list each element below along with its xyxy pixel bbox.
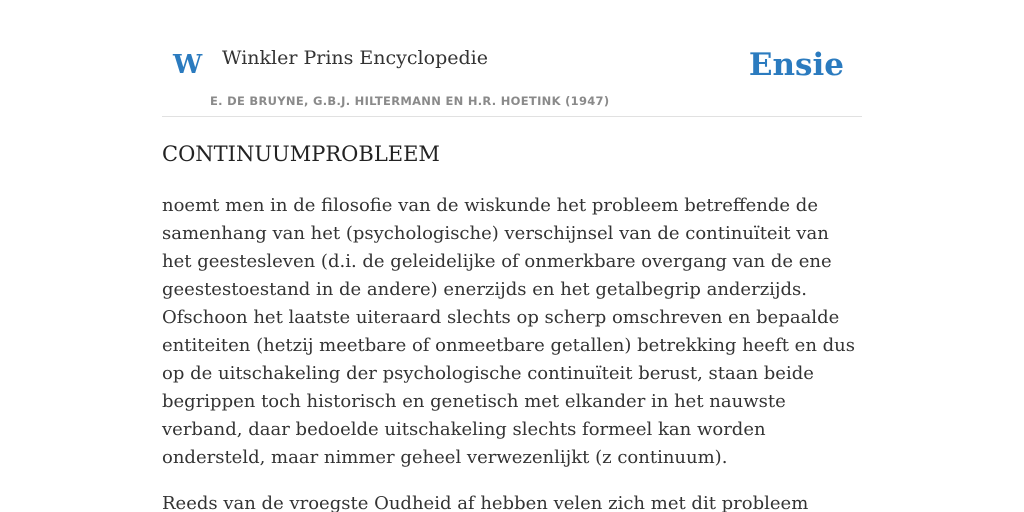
article-body [162, 192, 862, 512]
article-paragraph-2: Reeds van de vroegste Oudheid af hebben velen zich met dit probleem [162, 493, 809, 512]
winkler-prins-logo-icon[interactable]: W [173, 50, 203, 80]
article-title: CONTINUUMPROBLEEM [162, 142, 440, 166]
book-authors: E. DE BRUYNE, G.B.J. HILTERMANN EN H.R. HOETINK (1947) [210, 94, 610, 108]
article-paragraph-1: noemt men in de filosofie van de wiskunde het probleem betreffende de samenhang van het (psychologische) verschijnsel van de continuïteit van het geestesleven (d.i. de geleidelijke of onmerkbare overgang van de ene geestestoestand in de andere) enerzijds en het getalbegrip anderzijds. Ofschoon het laatste uiteraard slechts op scherp omschreven en bepaalde entiteiten (hetzij meetbare of onmeetbare getallen) betrekking heeft en dus op de uitschakeling der psychologische continuïteit berust, staan beide begrippen toch historisch en genetisch met elkander in het nauwste verband, daar bedoelde uitschakeling slechts formeel kan worden ondersteld, maar nimmer geheel verwezenlijkt (z continuum). [162, 195, 855, 468]
book-title[interactable]: Winkler Prins Encyclopedie [222, 47, 488, 69]
header [162, 0, 862, 117]
ensie-logo[interactable]: Ensie [748, 47, 844, 83]
